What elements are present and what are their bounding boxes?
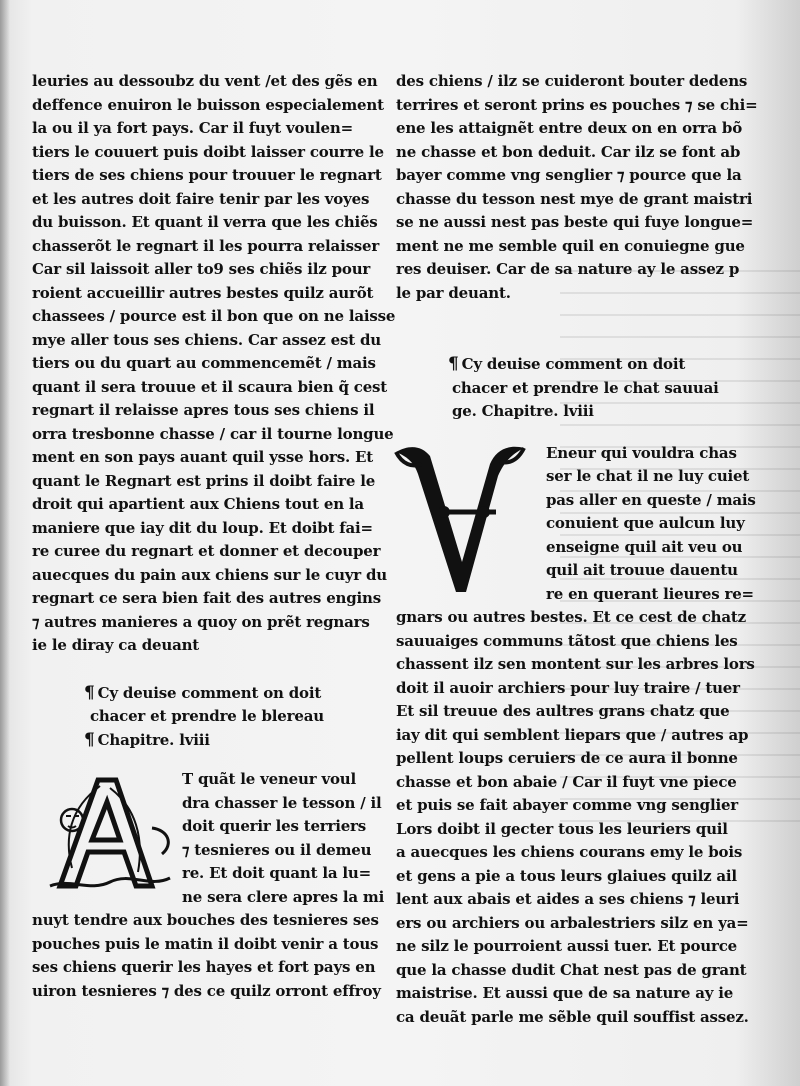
text-line: chasserõt le regnart il les pourra relaisser [32,236,380,255]
text-line: pouches puis le matin il doibt venir a tous [32,934,379,953]
chapter-heading [396,353,741,377]
text-line: ment en son pays auant quil ysse hors. Et [32,448,373,466]
text-line: tiers ou du quart au commencemẽt / mais [32,354,376,372]
text-line: maistrise. Et aussi que de sa nature ay ie [396,984,734,1002]
text-line: auecques du pain aux chiens sur le cuyr du [32,565,388,584]
text-line: se ne aussi nest pas beste qui fuye longue= [396,213,754,231]
text-line: Et sil treuue des aultres grans chatz que [396,702,730,720]
text-line: tiers le couuert puis doibt laisser courre le [32,142,384,161]
text-line: tiers de ses chiens pour trouuer le regnart [32,166,382,184]
text-line: enseigne quil ait veu ou [546,537,743,556]
text-line: terrires et seront prins es pouches ⁊ se chi= [396,95,758,114]
text-line: uiron tesnieres ⁊ des ce quilz orront effroy [32,981,381,1000]
text-line: lent aux abais et aides a ses chiens ⁊ leuri [396,890,740,908]
chapter-heading-line: chacer et prendre le blereau [90,707,324,725]
initial-paragraph [32,768,385,909]
section-gap [32,752,372,768]
text-line: res deuiser. Car de sa nature ay le assez p [396,260,740,278]
decorated-initial-v-icon [392,442,537,602]
text-line: iay dit qui semblent liepars que / autres ap [396,725,749,744]
text-line: orra tresbonne chasse / car il tourne longue [32,424,394,443]
text-line: re. Et doit quant la lu= [182,864,371,882]
text-line: et puis se fait abayer comme vng senglier [396,796,739,814]
chapter-number: Chapitre. lviii [97,730,210,749]
text-line: chasse du tesson nest mye de grant maistri [396,189,753,208]
text-line: mye aller tous ses chiens. Car assez est du [32,330,381,349]
text-line: re curee du regnart et donner et decouper [32,542,381,560]
text-line: et gens a pie a tous leurs glaiues quilz ail [396,866,737,885]
pilcrow-icon: ¶ [84,729,95,750]
left-column [32,70,396,1003]
text-line: doit il auoir archiers pour luy traire / tuer [396,678,740,697]
initial-paragraph [396,442,756,607]
chapter-heading-line: chacer et prendre le chat sauuai [452,378,719,397]
text-line: ne chasse et bon deduit. Car ilz se font ab [396,142,741,161]
text-line: nuyt tendre aux bouches des tesnieres ses [32,911,379,929]
text-line: maniere que iay dit du loup. Et doibt fai= [32,518,373,537]
decorated-initial-a-icon [40,768,180,898]
text-line: Eneur qui vouldra chas [546,443,737,462]
text-line: roient accueillir autres bestes quilz aurõt [32,283,374,302]
text-line: re en querant lieures re= [546,584,754,603]
text-line: la ou il ya fort pays. Car il fuyt voulen= [32,119,353,137]
text-line: ca deuãt parle me sẽble quil souffist assez. [396,1007,749,1026]
text-line: chassees / pource est il bon que on ne laisse [32,307,396,325]
text-line: T quãt le veneur voul [182,770,356,788]
text-line: Car sil laissoit aller to9 ses chiẽs ilz pour [32,260,371,278]
text-line: ment ne me semble quil en conuiegne gue [396,236,745,255]
text-line: Lors doibt il gecter tous les leuriers quil [396,819,728,838]
section-gap [32,658,372,682]
text-line: deffence enuiron le buisson especialement [32,95,384,114]
text-line: chassent ilz sen montent sur les arbres lors [396,655,755,673]
text-line: quant il sera trouue et il scaura bien q̃ cest [32,377,388,396]
text-line: quil ait trouue dauentu [546,561,738,579]
text-line: ⁊ tesnieres ou il demeu [182,840,372,859]
text-line: quant le Regnart est prins il doibt faire le [32,471,376,490]
text-line: ses chiens querir les hayes et fort pays en [32,958,376,976]
section-gap [396,424,741,442]
section-gap [396,305,741,353]
text-line: chasse et bon abaie / Car il fuyt vne piece [396,772,737,791]
chapter-heading-line: ge. Chapitre. lviii [452,402,594,420]
pilcrow-icon: ¶ [448,354,459,374]
text-line: ser le chat il ne luy cuiet [546,467,750,485]
text-line: ie le diray ca deuant [32,636,200,654]
text-line: que la chasse dudit Chat nest pas de grant [396,960,747,979]
text-line: pellent loups ceruiers de ce aura il bonne [396,749,738,767]
text-line: regnart ce sera bien fait des autres engins [32,589,381,607]
text-line: dra chasser le tesson / il [182,793,382,812]
chapter-heading-line [32,729,372,753]
text-line: bayer comme vng senglier ⁊ pource que la [396,166,742,184]
text-line: ne silz le pourroient aussi tuer. Et pource [396,937,737,955]
text-line: et les autres doit faire tenir par les voyes [32,189,370,208]
chapter-heading-line: Cy deuise comment on doit [461,355,686,373]
text-line: a auecques les chiens courans emy le bois [396,843,743,861]
chapter-heading [32,682,372,706]
text-line: conuient que aulcun luy [546,514,745,532]
gutter-shadow [0,0,10,1086]
text-line: gnars ou autres bestes. Et ce cest de chatz [396,608,746,626]
text-line: ne sera clere apres la mi [182,887,385,906]
text-line: sauuaiges communs tãtost que chiens les [396,631,738,650]
pilcrow-icon: ¶ [84,682,95,703]
text-line: pas aller en queste / mais [546,490,756,509]
text-line: ers ou archiers ou arbalestriers silz en ya= [396,913,749,932]
text-line: droit qui apartient aux Chiens tout en la [32,495,364,513]
text-line: le par deuant. [396,283,511,302]
chapter-heading-line: Cy deuise comment on doit [97,683,322,702]
text-line: doit querir les terriers [182,817,366,835]
text-line: du buisson. Et quant il verra que les chiẽs [32,213,378,231]
text-line: des chiens / ilz se cuideront bouter dedens [396,72,748,90]
text-line: leuries au dessoubz du vent /et des gẽs en [32,72,378,90]
text-line: regnart il relaisse apres tous ses chiens il [32,401,375,419]
text-line: ene les attaignẽt entre deux on en orra bõ [396,119,743,137]
right-column [396,70,758,1029]
text-line: ⁊ autres manieres a quoy on prẽt regnars [32,612,370,631]
